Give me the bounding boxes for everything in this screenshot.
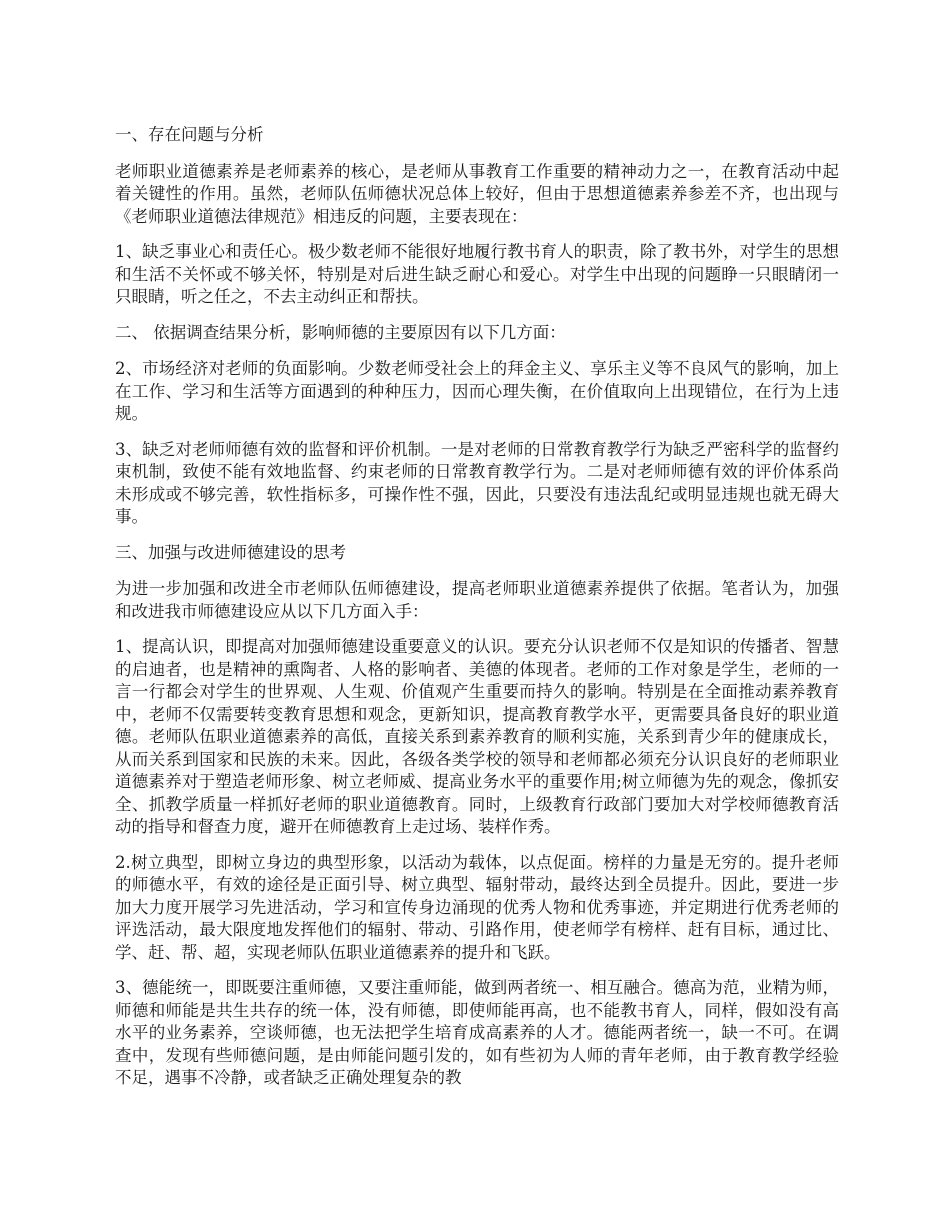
- paragraph-measure-3: 3、德能统一，即既要注重师德，又要注重师能，做到两者统一、相互融合。德高为范，业精为师，师德和师能是共生共存的统一体，没有师德，即使师能再高，也不能教书育人，同样，假如没有高水平的业务素养，空谈师德，也无法把学生培育成高素养的人才。德能两者统一，缺一不可。在调查中，发现有些师德问题，是由师能问题引发的，如有些初为人师的青年老师，由于教育教学经验不足，遇事不冷静，或者缺乏正确处理复杂的教: [115, 978, 839, 1087]
- paragraph-measure-1: 1、提高认识，即提高对加强师德建设重要意义的认识。要充分认识老师不仅是知识的传播者、智慧的启迪者，也是精神的熏陶者、人格的影响者、美德的体现者。老师的工作对象是学生，老师的一言一行都会对学生的世界观、人生观、价值观产生重要而持久的影响。特别是在全面推动素养教育中，老师不仅需要转变教育思想和观念，更新知识，提高教育教学水平，更需要具备良好的职业道德。老师队伍职业道德素养的高低，直接关系到素养教育的顺利实施，关系到青少年的健康成长，从而关系到国家和民族的未来。因此，各级各类学校的领导和老师都必须充分认识良好的老师职业道德素养对于塑造老师形象、树立老师威、提高业务水平的重要作用;树立师德为先的观念，像抓安全、抓教学质量一样抓好老师的职业道德教育。同时，上级教育行政部门要加大对学校师德教育活动的指导和督查力度，避开在师德教育上走过场、装样作秀。: [115, 637, 839, 836]
- paragraph-cause-2: 2、市场经济对老师的负面影响。少数老师受社会上的拜金主义、享乐主义等不良风气的影响，加上在工作、学习和生活等方面遇到的种种压力，因而心理失衡，在价值取向上出现错位，在行为上违规。: [115, 359, 839, 423]
- section-heading-1: 一、存在问题与分析: [115, 125, 264, 144]
- paragraph-problem-1: 1、缺乏事业心和责任心。极少数老师不能很好地履行教书育人的职责，除了教书外，对学生的思想和生活不关怀或不够关怀，特别是对后进生缺乏耐心和爱心。对学生中出现的问题睁一只眼睛闭一只眼睛，听之任之，不去主动纠正和帮扶。: [115, 242, 839, 306]
- section-heading-3: 三、加强与改进师德建设的思考: [115, 542, 346, 562]
- paragraph-intro: 老师职业道德素养是老师素养的核心，是老师从事教育工作重要的精神动力之一，在教育活动中起着关键性的作用。虽然，老师队伍师德状况总体上较好，但由于思想道德素养参差不齐，也出现与《老师职业道德法律规范》相违反的问题，主要表现在：: [115, 161, 839, 226]
- document-page: [115, 124, 839, 1103]
- paragraph-cause-3: 3、缺乏对老师师德有效的监督和评价机制。一是对老师的日常教育教学行为缺乏严密科学的监督约束机制，致使不能有效地监督、约束老师的日常教育教学行为。二是对老师师德有效的评价体系尚未形成或不够完善，软性指标多，可操作性不强，因此，只要没有违法乱纪或明显违规也就无碍大事。: [115, 439, 839, 526]
- paragraph-approach-intro: 为进一步加强和改进全市老师队伍师德建设，提高老师职业道德素养提供了依据。笔者认为，加强和改进我市师德建设应从以下几方面入手：: [115, 579, 839, 621]
- paragraph-measure-2: 2.树立典型，即树立身边的典型形象，以活动为载体，以点促面。榜样的力量是无穷的。提升老师的师德水平，有效的途径是正面引导、树立典型、辐射带动，最终达到全员提升。因此，要进一步加大力度开展学习先进活动，学习和宣传身边涌现的优秀人物和优秀事迹，并定期进行优秀老师的评选活动，最大限度地发挥他们的辐射、带动、引路作用，使老师学有榜样、赶有目标，通过比、学、赶、帮、超，实现老师队伍职业道德素养的提升和飞跃。: [115, 852, 839, 962]
- section-heading-2: 二、 依据调查结果分析，影响师德的主要原因有以下几方面：: [115, 322, 566, 342]
